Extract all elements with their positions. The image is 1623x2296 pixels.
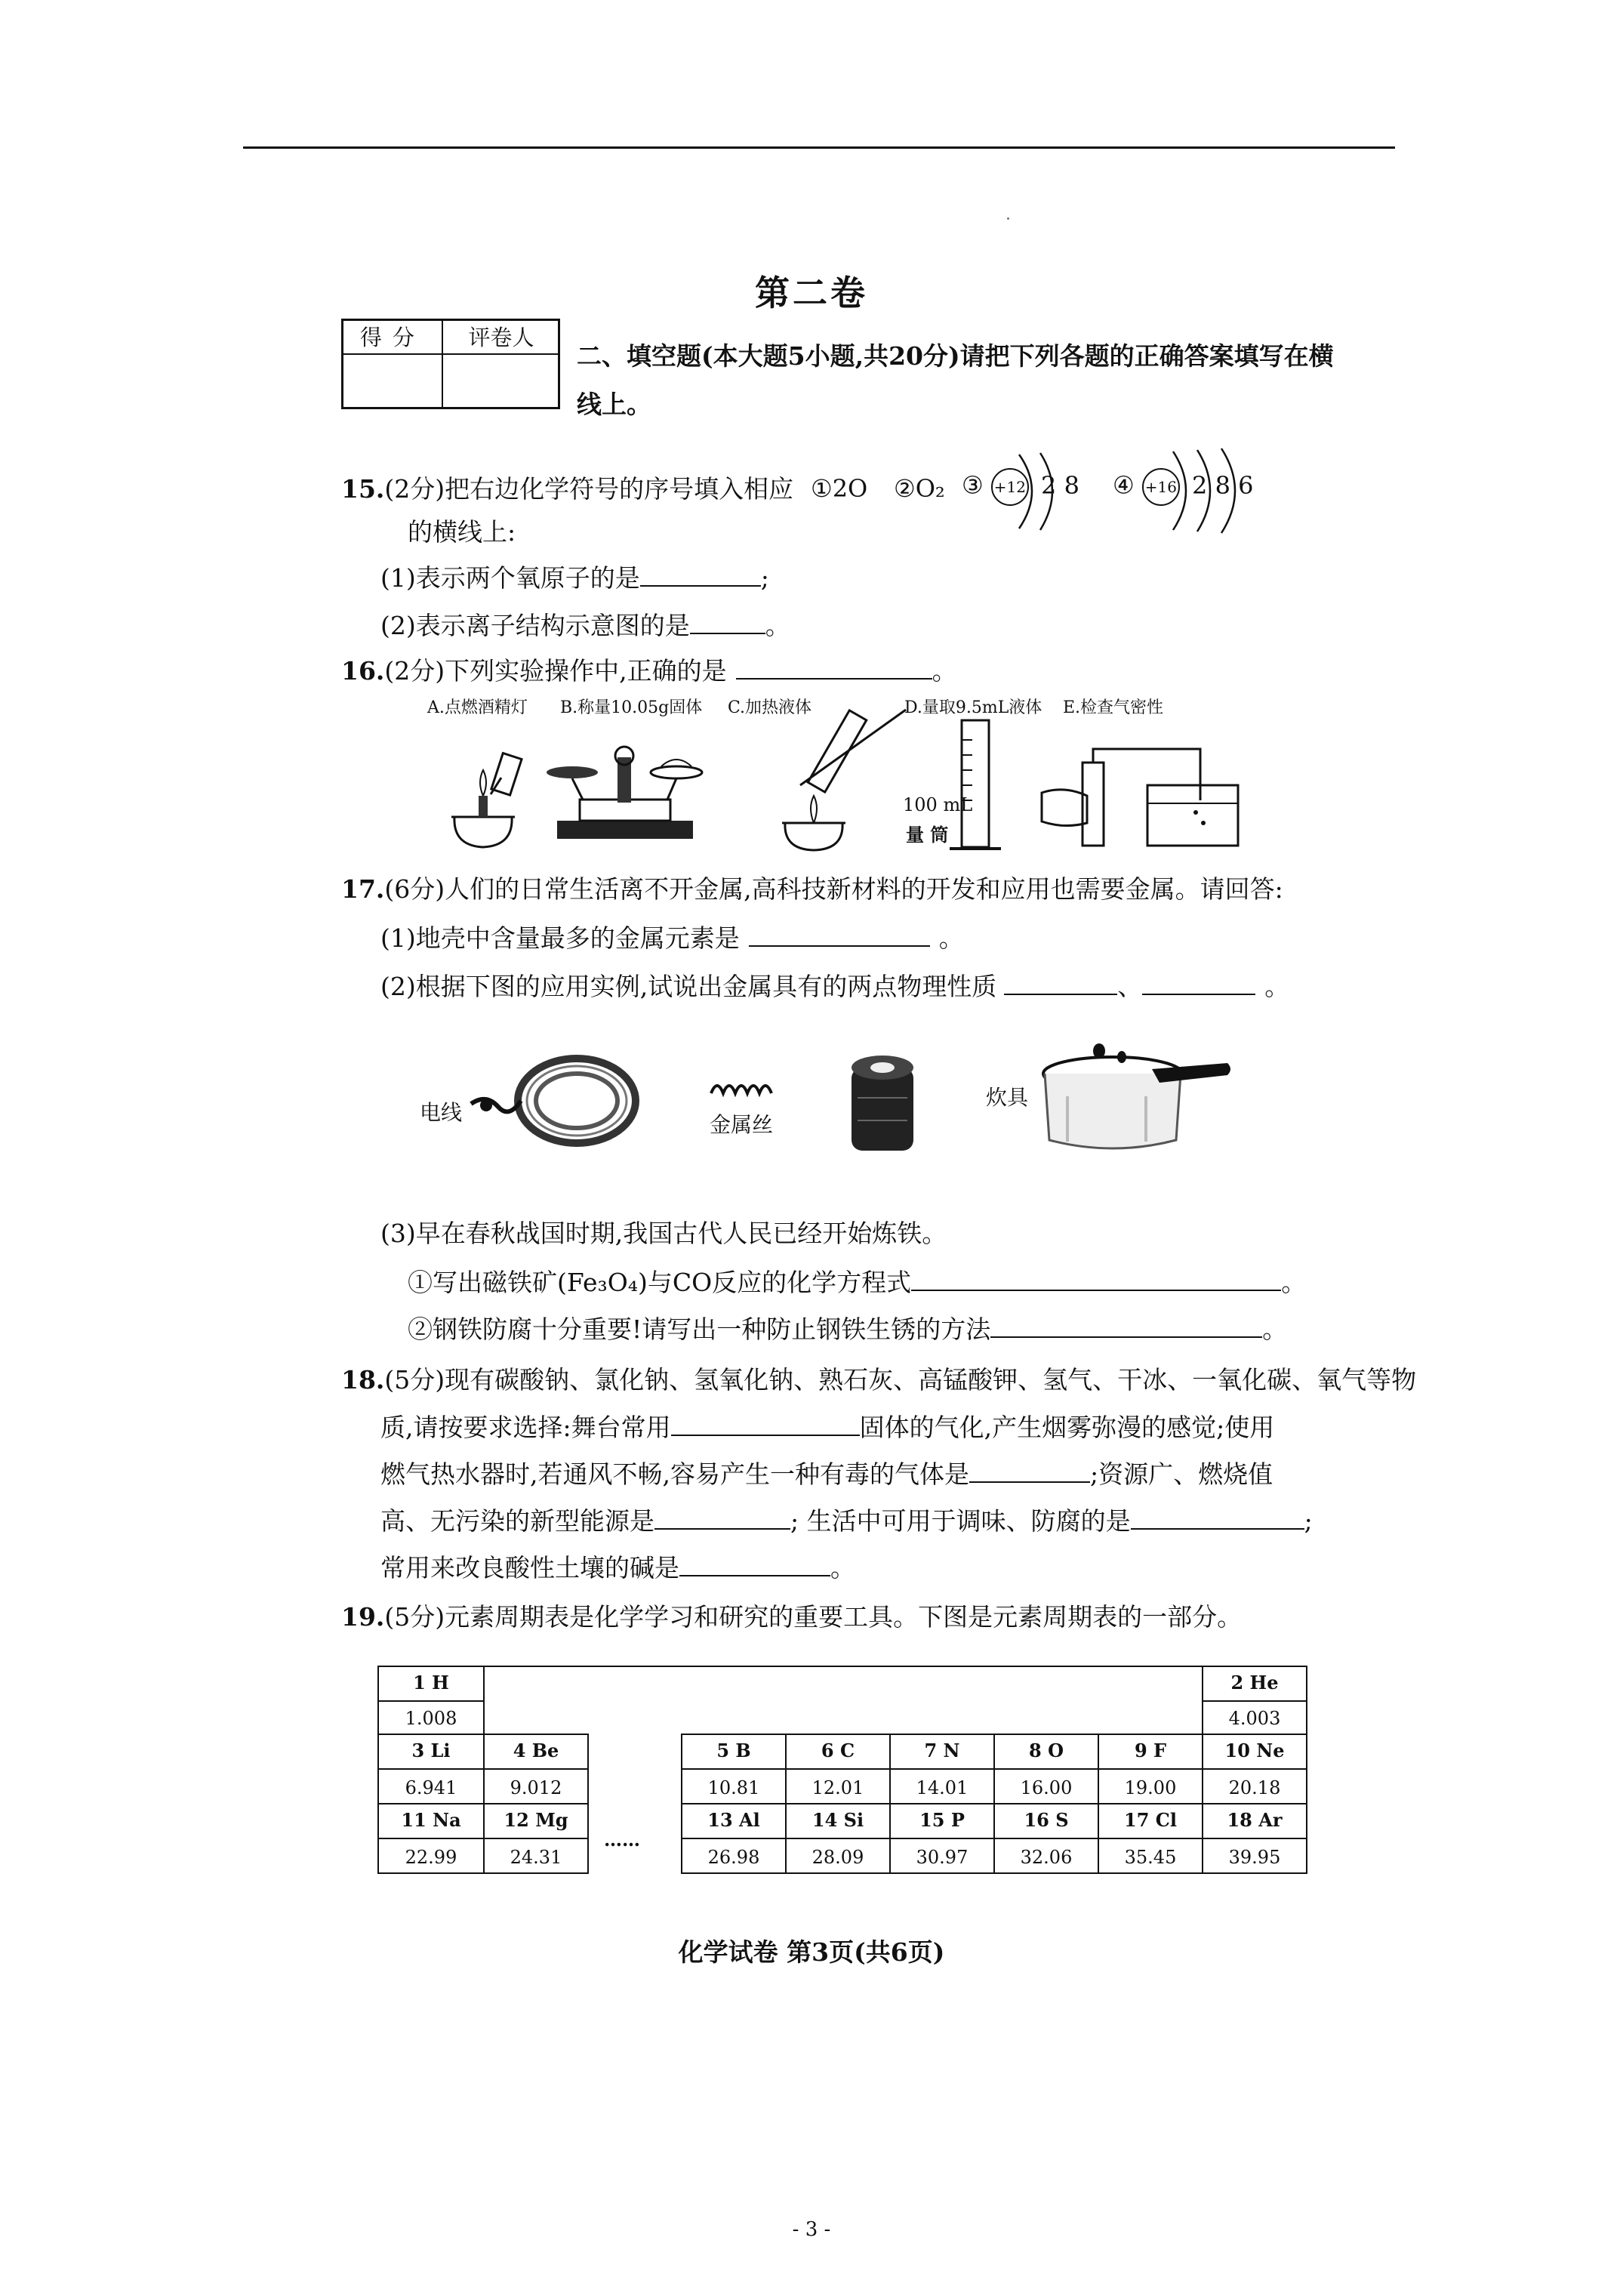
element-mass: 30.97 <box>916 1847 969 1868</box>
element-mass: 22.99 <box>405 1847 457 1868</box>
q15-line2: 的横线上: <box>408 517 516 547</box>
q17-sub2-blank1[interactable] <box>1004 971 1117 995</box>
q16-caption-a: A.点燃酒精灯 <box>427 698 528 717</box>
element-mass: 10.81 <box>707 1777 760 1798</box>
q15-sub2 <box>380 610 790 641</box>
cell-divider <box>379 1700 483 1702</box>
element-cell <box>681 1803 787 1874</box>
scan-dot <box>1007 217 1009 220</box>
q16-caption-e: E.检查气密性 <box>1063 698 1164 717</box>
element-mass: 26.98 <box>707 1847 760 1868</box>
element-symbol: 6 C <box>821 1740 855 1761</box>
q18-line3a: 燃气热水器时,若通风不畅,容易产生一种有毒的气体是 <box>380 1459 969 1489</box>
q15-symbol-4-index: ④ <box>1113 470 1135 500</box>
element-cell <box>1202 1734 1307 1804</box>
element-cell <box>993 1803 1099 1874</box>
q18-line2a: 质,请按要求选择:舞台常用 <box>380 1413 671 1442</box>
balance-scale-image <box>534 736 716 853</box>
q17-sub1-end: 。 <box>938 923 964 953</box>
section-title: 二、填空题(本大题5小题,共20分)请把下列各题的正确答案填写在横线上。 <box>577 341 1334 419</box>
cell-divider <box>1099 1768 1202 1770</box>
cell-divider <box>787 1768 889 1770</box>
element-cell <box>377 1666 485 1735</box>
score-box <box>341 319 560 409</box>
q15-sub1-blank[interactable] <box>640 562 761 587</box>
q17-sub3a-text: ①写出磁铁矿(Fe₃O₄)与CO反应的化学方程式 <box>408 1268 912 1297</box>
element-mass: 14.01 <box>916 1777 969 1798</box>
element-cell <box>1098 1734 1203 1804</box>
q16-number: 16. <box>341 656 385 686</box>
measuring-cylinder-image <box>945 717 1006 853</box>
q17-line <box>341 874 1283 905</box>
element-symbol: 5 B <box>716 1740 751 1761</box>
q16-blank[interactable] <box>736 655 932 680</box>
q15-symbol-4-arcs <box>1169 445 1252 536</box>
element-cell <box>889 1734 995 1804</box>
element-symbol: 1 H <box>413 1672 449 1693</box>
element-cell <box>483 1803 589 1874</box>
q17-sub1-text: (1)地壳中含量最多的金属元素是 <box>380 923 740 953</box>
element-cell <box>377 1803 485 1874</box>
element-cell <box>1098 1803 1203 1874</box>
q18-line2b: 固体的气化,产生烟雾弥漫的感觉;使用 <box>859 1413 1275 1442</box>
q17-sub3a <box>408 1267 1306 1298</box>
q15-number: 15. <box>341 474 385 504</box>
element-symbol: 12 Mg <box>504 1809 568 1831</box>
q15-text: (2分)把右边化学符号的序号填入相应 <box>384 474 794 504</box>
table-ellipsis: …… <box>604 1829 640 1851</box>
element-cell <box>889 1803 995 1874</box>
q18-line5a: 常用来改良酸性土壤的碱是 <box>380 1553 679 1583</box>
element-symbol: 17 Cl <box>1124 1809 1177 1831</box>
q17-sub3b-end: 。 <box>1262 1314 1288 1344</box>
q17-sub2-end: 。 <box>1264 972 1290 1001</box>
q17-number: 17. <box>341 874 385 904</box>
wire-label: 电线 <box>420 1100 463 1125</box>
electric-wire-coil-image <box>463 1048 645 1161</box>
element-cell <box>785 1803 891 1874</box>
cell-divider <box>1099 1838 1202 1839</box>
q17-sub3a-end: 。 <box>1281 1268 1307 1297</box>
q16-caption-d: D.量取9.5mL液体 <box>904 698 1042 717</box>
alcohol-lamp-ignition-image <box>438 740 528 853</box>
element-cell <box>1202 1666 1307 1735</box>
q17-sub3b-blank[interactable] <box>990 1314 1262 1338</box>
cell-divider <box>682 1838 785 1839</box>
metal-wire-image <box>707 1074 782 1104</box>
element-symbol: 10 Ne <box>1224 1740 1285 1761</box>
q17-sub2-blank2[interactable] <box>1142 971 1255 995</box>
element-mass: 12.01 <box>812 1777 864 1798</box>
score-box-divider <box>343 353 558 355</box>
page-number: - 3 - <box>792 2218 831 2241</box>
q18-line5 <box>380 1552 855 1583</box>
q15-symbol-3-index: ③ <box>962 470 984 500</box>
element-mass: 35.45 <box>1124 1847 1177 1868</box>
cell-divider <box>1203 1700 1306 1702</box>
airtightness-check-image <box>1034 740 1261 853</box>
element-cell <box>1202 1803 1307 1874</box>
table-top-border <box>485 1666 1202 1667</box>
q18-line4b: ; 生活中可用于调味、防腐的是 <box>790 1506 1131 1536</box>
q15-symbol-3-nucleus: +12 <box>991 468 1029 506</box>
heating-liquid-image <box>755 702 929 853</box>
q17-sub1-blank[interactable] <box>749 923 930 947</box>
cell-divider <box>485 1768 587 1770</box>
cell-divider <box>682 1768 785 1770</box>
element-mass: 16.00 <box>1020 1777 1073 1798</box>
element-mass: 6.941 <box>405 1777 457 1798</box>
cell-divider <box>995 1838 1098 1839</box>
q16-caption-b: B.称量10.05g固体 <box>560 698 703 717</box>
element-symbol: 2 He <box>1230 1672 1279 1693</box>
metal-wire-label: 金属丝 <box>710 1112 774 1137</box>
top-rule <box>243 146 1395 149</box>
cell-divider <box>787 1838 889 1839</box>
q15-symbol-3-arcs <box>1015 450 1067 533</box>
q18-line2 <box>380 1412 1274 1443</box>
q15-sub1 <box>380 562 769 593</box>
element-symbol: 13 Al <box>707 1809 760 1831</box>
q17-sub2-sep: 、 <box>1117 972 1143 1001</box>
q15-sub2-end: 。 <box>765 611 790 640</box>
footer-title: 化学试卷 第3页(共6页) <box>678 1937 945 1967</box>
q18-line4c: ; <box>1304 1506 1313 1536</box>
q19-number: 19. <box>341 1602 385 1632</box>
q15-symbol-3-shells: 2 8 <box>1041 470 1079 500</box>
q15-line1 <box>341 474 793 504</box>
element-mass: 19.00 <box>1124 1777 1177 1798</box>
element-mass: 9.012 <box>510 1777 562 1798</box>
pressure-cooker-image <box>1039 1036 1235 1157</box>
q17-sub3: (3)早在春秋战国时期,我国古代人民已经开始炼铁。 <box>380 1219 947 1248</box>
volume-title: 第二卷 <box>755 273 868 313</box>
q17-sub3b-text: ②钢铁防腐十分重要!请写出一种防止钢铁生锈的方法 <box>408 1314 991 1344</box>
q18-blank-base[interactable] <box>679 1552 830 1576</box>
element-symbol: 14 Si <box>812 1809 864 1831</box>
element-mass: 24.31 <box>510 1847 562 1868</box>
element-symbol: 11 Na <box>401 1809 461 1831</box>
q15-symbol-4-shells: 2 8 6 <box>1192 470 1254 500</box>
cylinder-volume-label: 100 mL <box>903 794 973 815</box>
grader-label: 评卷人 <box>468 325 534 350</box>
q18-line5b: 。 <box>830 1553 855 1583</box>
q17-sub3b <box>408 1314 1287 1345</box>
q16-caption-c: C.加热液体 <box>728 698 812 717</box>
q18-line4a: 高、无污染的新型能源是 <box>380 1506 654 1536</box>
element-symbol: 9 F <box>1134 1740 1167 1761</box>
element-symbol: 4 Be <box>513 1740 559 1761</box>
element-mass: 20.18 <box>1228 1777 1281 1798</box>
element-symbol: 8 O <box>1029 1740 1064 1761</box>
element-cell <box>377 1734 485 1804</box>
q15-sub1-end: ; <box>760 563 769 593</box>
element-cell <box>681 1734 787 1804</box>
element-cell <box>993 1734 1099 1804</box>
cell-divider <box>995 1768 1098 1770</box>
q18-blank-seasoning[interactable] <box>1131 1505 1304 1530</box>
element-symbol: 18 Ar <box>1227 1809 1283 1831</box>
element-cell <box>785 1734 891 1804</box>
q16-text: (2分)下列实验操作中,正确的是 <box>384 656 727 686</box>
q19-line <box>341 1602 1242 1632</box>
element-mass: 4.003 <box>1228 1708 1281 1729</box>
element-symbol: 7 N <box>924 1740 960 1761</box>
q16-line <box>341 655 957 686</box>
score-label: 得分 <box>359 325 425 350</box>
element-mass: 32.06 <box>1020 1847 1073 1868</box>
element-symbol: 15 P <box>919 1809 965 1831</box>
q15-sub1-text: (1)表示两个氧原子的是 <box>380 563 640 593</box>
q17-sub1 <box>380 923 964 954</box>
periodic-table <box>377 1666 1307 1874</box>
cylinder-name-label: 量 筒 <box>906 824 949 846</box>
cell-divider <box>485 1838 587 1839</box>
q18-line1-text: (5分)现有碳酸钠、氯化钠、氢氧化钠、熟石灰、高锰酸钾、氢气、干冰、一氧化碳、氧气等物 <box>384 1365 1417 1395</box>
element-symbol: 3 Li <box>411 1740 451 1761</box>
q17-sub2 <box>380 971 1289 1002</box>
q15-symbol-1: ①2O <box>811 474 868 503</box>
cell-divider <box>379 1768 483 1770</box>
cell-divider <box>379 1838 483 1839</box>
q15-symbol-4-nucleus: +16 <box>1142 468 1180 506</box>
q15-symbol-2: ②O₂ <box>894 474 945 503</box>
q18-line1 <box>341 1365 1416 1395</box>
cell-divider <box>1203 1768 1306 1770</box>
element-mass: 1.008 <box>405 1708 457 1729</box>
element-symbol: 16 S <box>1024 1809 1069 1831</box>
q19-text: (5分)元素周期表是化学学习和研究的重要工具。下图是元素周期表的一部分。 <box>384 1602 1243 1632</box>
element-cell <box>483 1734 589 1804</box>
q18-line3b: ;资源广、燃烧值 <box>1089 1459 1273 1489</box>
cell-divider <box>891 1838 993 1839</box>
cell-divider <box>891 1768 993 1770</box>
cell-divider <box>1203 1838 1306 1839</box>
cookware-label: 炊具 <box>986 1085 1029 1110</box>
q15-sub2-text: (2)表示离子结构示意图的是 <box>380 611 690 640</box>
q18-blank-toxic-gas[interactable] <box>969 1459 1090 1483</box>
q16-end: 。 <box>932 656 957 686</box>
q18-line4 <box>380 1505 1313 1536</box>
element-mass: 39.95 <box>1228 1847 1281 1868</box>
q18-blank-new-energy[interactable] <box>654 1505 790 1530</box>
q17-sub2-text: (2)根据下图的应用实例,试说出金属具有的两点物理性质 <box>380 972 997 1001</box>
element-mass: 28.09 <box>812 1847 864 1868</box>
q18-line3 <box>380 1459 1273 1490</box>
q18-blank-dry-ice[interactable] <box>671 1412 860 1436</box>
q15-sub2-blank[interactable] <box>690 610 765 634</box>
metal-spool-image <box>841 1045 924 1158</box>
q18-number: 18. <box>341 1365 385 1395</box>
q17-sub3a-blank[interactable] <box>911 1267 1281 1291</box>
q17-text: (6分)人们的日常生活离不开金属,高科技新材料的开发和应用也需要金属。请回答: <box>384 874 1283 904</box>
